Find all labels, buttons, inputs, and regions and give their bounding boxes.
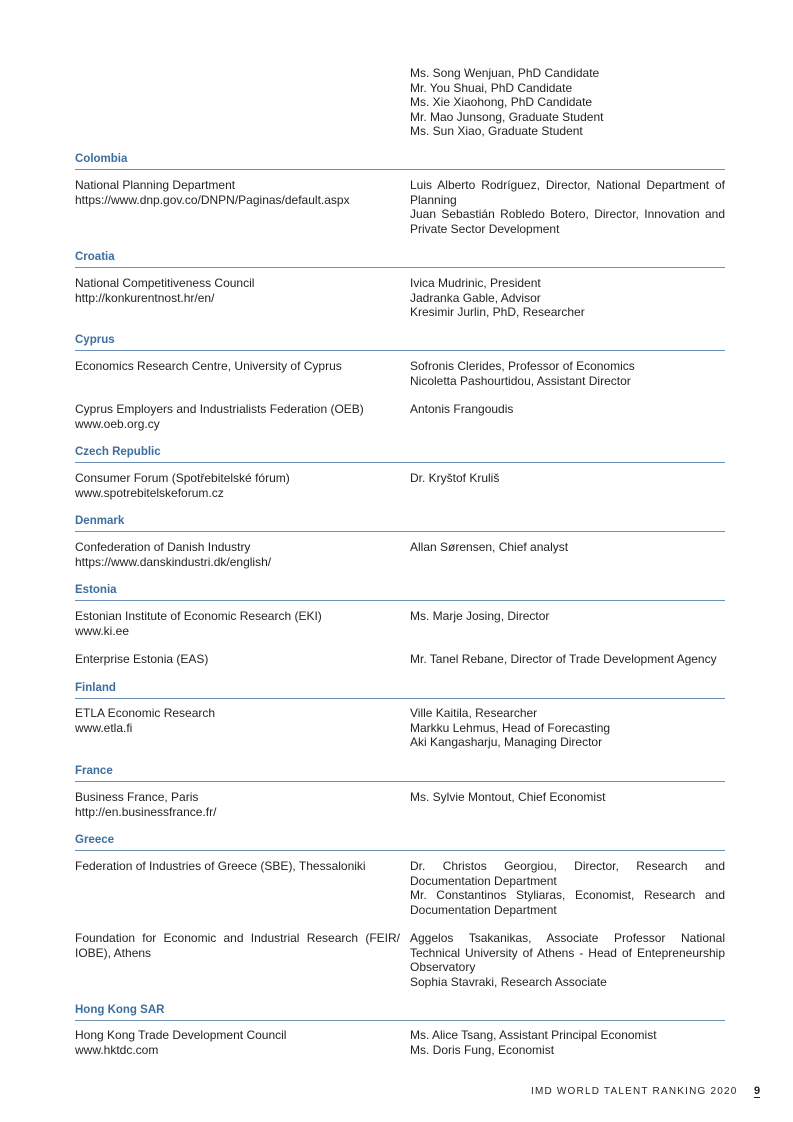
contact-person: Sophia Stavraki, Research Associate [410,974,607,989]
contact-list [410,931,725,989]
contact-person: Juan Sebastián Robledo Botero, Director, Innovation and Private Sector Development [410,207,725,236]
contact-list [410,540,725,555]
institution [75,540,400,569]
contact-person: Ms. Marje Josing, Director [410,609,550,623]
institution [75,652,400,667]
contact-list [410,859,725,917]
contact-person: Mr. Constantinos Styliaras, Economist, Research and Documentation Department [410,888,725,917]
country-heading-denmark: Denmark [75,515,725,532]
contact-list [410,790,725,805]
contact-person: Ivica Mudrinic, President [410,276,541,290]
institution-name: Federation of Industries of Greece (SBE), Thessaloniki [75,859,366,873]
institution-name: Consumer Forum (Spotřebitelské fórum) [75,471,290,485]
country-heading-croatia: Croatia [75,251,725,268]
contact-person: Ms. Alice Tsang, Assistant Principal Economist [410,1028,657,1042]
footer-publication: IMD WORLD TALENT RANKING 2020 [531,1086,738,1097]
country-heading-colombia: Colombia [75,153,725,170]
country-heading-estonia: Estonia [75,584,725,601]
institution-url: http://konkurentnost.hr/en/ [75,290,215,305]
institution-name: ETLA Economic Research [75,706,216,720]
country-heading-hong-kong: Hong Kong SAR [75,1004,725,1021]
institution-url: www.ki.ee [75,623,130,638]
institution-name: Foundation for Economic and Industrial Research (FEIR/ IOBE), Athens [75,931,400,960]
contact-list [410,178,725,236]
contact-person: Luis Alberto Rodríguez, Director, National Department of Planning [410,178,725,207]
contact-person: Allan Sørensen, Chief analyst [410,540,569,554]
institution [75,471,400,500]
institution-name: Economics Research Centre, University of Cyprus [75,359,342,373]
country-heading-greece: Greece [75,834,725,851]
institution-url: https://www.dnp.gov.co/DNPN/Paginas/default.aspx [75,192,350,207]
institution [75,790,400,819]
contact-list [410,402,725,417]
contact-person: Ville Kaitila, Researcher [410,706,538,720]
contact-list [410,706,725,750]
country-heading-czech-republic: Czech Republic [75,446,725,463]
contact-list [410,1028,725,1057]
contact-person: Mr. You Shuai, PhD Candidate [410,80,573,95]
contact-person: Mr. Tanel Rebane, Director of Trade Development Agency [410,652,717,666]
institution-name: Enterprise Estonia (EAS) [75,652,209,666]
institution-name: Estonian Institute of Economic Research (EKI) [75,609,322,623]
country-heading-cyprus: Cyprus [75,334,725,351]
contact-person: Ms. Sylvie Montout, Chief Economist [410,790,606,804]
contact-person: Markku Lehmus, Head of Forecasting [410,720,611,735]
contact-person: Mr. Mao Junsong, Graduate Student [410,109,604,124]
contact-person: Ms. Sun Xiao, Graduate Student [410,124,583,138]
contact-person: Nicoletta Pashourtidou, Assistant Director [410,373,631,388]
institution [75,931,400,960]
contact-list [410,66,725,139]
institution-url: www.etla.fi [75,720,133,735]
country-heading-france: France [75,765,725,782]
institution-url: http://en.businessfrance.fr/ [75,804,217,819]
contact-person: Dr. Kryštof Kruliš [410,471,500,485]
contact-person: Antonis Frangoudis [410,402,514,416]
institution [75,402,400,431]
contact-person: Ms. Xie Xiaohong, PhD Candidate [410,95,593,109]
contact-list [410,359,725,388]
contact-list [410,276,725,320]
institution-url: www.spotrebitelskeforum.cz [75,485,224,500]
institution [75,1028,400,1057]
contact-list [410,609,725,624]
institution-name: National Planning Department [75,178,236,192]
contact-list [410,652,725,667]
contact-person: Aggelos Tsakanikas, Associate Professor National Technical University of Athens - Head of Entepreneurship Observatory [410,931,725,974]
contact-person: Aki Kangasharju, Managing Director [410,735,603,749]
contact-person: Ms. Song Wenjuan, PhD Candidate [410,66,600,80]
institution-name: Hong Kong Trade Development Council [75,1028,287,1042]
page-number: 9 [754,1085,761,1097]
institution [75,359,400,374]
institution-name: National Competitiveness Council [75,276,255,290]
institution-url: https://www.danskindustri.dk/english/ [75,554,272,569]
contact-person: Dr. Christos Georgiou, Director, Research and Documentation Department [410,859,725,888]
contact-person: Kresimir Jurlin, PhD, Researcher [410,305,585,319]
institution [75,609,400,638]
institution-name: Confederation of Danish Industry [75,540,251,554]
institution [75,178,400,207]
contact-list [410,471,725,486]
institution [75,859,400,874]
institution-url: www.hktdc.com [75,1042,159,1057]
institution [75,276,400,305]
institution-name: Cyprus Employers and Industrialists Federation (OEB) [75,402,364,416]
institution-name: Business France, Paris [75,790,199,804]
institution [75,706,400,735]
contact-person: Jadranka Gable, Advisor [410,290,541,305]
contact-person: Sofronis Clerides, Professor of Economics [410,359,635,373]
contact-person: Ms. Doris Fung, Economist [410,1042,555,1057]
country-heading-finland: Finland [75,682,725,699]
institution-url: www.oeb.org.cy [75,416,160,431]
